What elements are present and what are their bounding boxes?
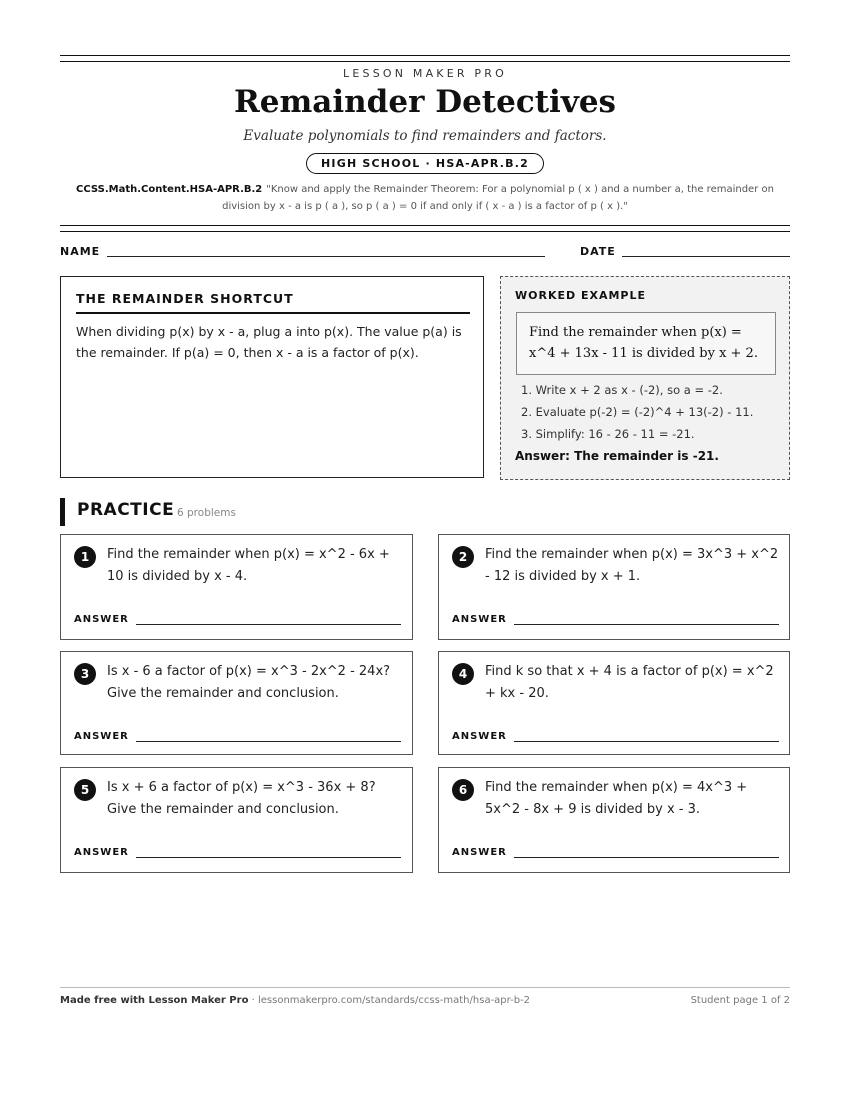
name-field[interactable] [107, 256, 545, 257]
worked-example-box [500, 276, 790, 480]
standard-statement [70, 181, 780, 215]
answer-field[interactable] [514, 624, 779, 625]
problem-text: Find the remainder when p(x) = 3x^3 + x^2 - 12 is divided by x + 1. [485, 547, 779, 584]
answer-label: ANSWER [452, 614, 507, 625]
practice-accent-bar [60, 498, 65, 526]
worked-example-step: 2. Evaluate p(-2) = (-2)^4 + 13(-2) - 11. [521, 405, 754, 419]
problem-text: Find k so that x + 4 is a factor of p(x) = x^2 + kx - 20. [485, 664, 774, 701]
problem-card [438, 534, 790, 640]
footer-rule [60, 987, 790, 988]
problem-number: 6 [452, 779, 474, 801]
footer-url: · lessonmakerpro.com/standards/ccss-math/hsa-apr-b-2 [248, 995, 531, 1006]
problem-card [60, 534, 413, 640]
problem-number: 3 [74, 663, 96, 685]
problem-text: Find the remainder when p(x) = 4x^3 + 5x^2 - 8x + 9 is divided by x - 3. [485, 780, 748, 817]
worksheet-title: Remainder Detectives [233, 84, 617, 120]
remainder-shortcut-box [60, 276, 484, 478]
worksheet-subtitle: Evaluate polynomials to find remainders and factors. [243, 128, 607, 144]
shortcut-heading: THE REMAINDER SHORTCUT [76, 291, 470, 314]
worked-example-step: 1. Write x + 2 as x - (-2), so a = -2. [521, 383, 723, 397]
problem-text: Is x + 6 a factor of p(x) = x^3 - 36x + 8? Give the remainder and conclusion. [107, 780, 376, 817]
problem-number: 1 [74, 546, 96, 568]
answer-label: ANSWER [452, 847, 507, 858]
date-label: DATE [580, 245, 616, 258]
standard-code: CCSS.Math.Content.HSA-APR.B.2 [76, 184, 263, 195]
worked-example-problem: Find the remainder when p(x) = x^4 + 13x - 11 is divided by x + 2. [516, 312, 776, 375]
practice-heading: PRACTICE [77, 500, 175, 520]
problem-text: Find the remainder when p(x) = x^2 - 6x + 10 is divided by x - 4. [107, 547, 390, 584]
brand-name: LESSON MAKER PRO [343, 67, 507, 80]
footer-credit [60, 995, 530, 1006]
worked-example-step: 3. Simplify: 16 - 26 - 11 = -21. [521, 427, 695, 441]
answer-label: ANSWER [74, 614, 129, 625]
answer-field[interactable] [514, 741, 779, 742]
answer-field[interactable] [136, 857, 401, 858]
grade-standard-badge: HIGH SCHOOL · HSA-APR.B.2 [306, 153, 544, 174]
header-bottom-rule [60, 225, 790, 232]
problem-number: 2 [452, 546, 474, 568]
problem-text: Is x - 6 a factor of p(x) = x^3 - 2x^2 - 24x? Give the remainder and conclusion. [107, 664, 391, 701]
answer-field[interactable] [136, 741, 401, 742]
answer-label: ANSWER [74, 847, 129, 858]
answer-label: ANSWER [74, 731, 129, 742]
footer-made-with: Made free with Lesson Maker Pro [60, 995, 249, 1006]
answer-field[interactable] [514, 857, 779, 858]
name-label: NAME [60, 245, 101, 258]
problem-card [60, 651, 413, 755]
header-top-rule [60, 55, 790, 62]
shortcut-body: When dividing p(x) by x - a, plug a into p(x). The value p(a) is the remainder. If p(a) = 0, then x - a is a factor of p(x). [76, 324, 462, 360]
problem-number: 5 [74, 779, 96, 801]
answer-field[interactable] [136, 624, 401, 625]
footer-page-number: Student page 1 of 2 [690, 995, 790, 1006]
standard-text: "Know and apply the Remainder Theorem: For a polynomial p ( x ) and a number a, the remainder on division by x - a is p ( a ), so p ( a ) = 0 if and only if ( x - a ) is a factor of p ( x )." [222, 184, 774, 212]
worked-example-steps [521, 379, 783, 445]
date-field[interactable] [622, 256, 790, 257]
worked-example-answer: Answer: The remainder is -21. [515, 449, 719, 463]
worked-example-label: WORKED EXAMPLE [515, 289, 646, 302]
name-date-row [60, 245, 790, 261]
problem-card [438, 651, 790, 755]
problem-card [60, 767, 413, 873]
problem-number: 4 [452, 663, 474, 685]
problem-card [438, 767, 790, 873]
answer-label: ANSWER [452, 731, 507, 742]
practice-count: 6 problems [177, 507, 236, 519]
